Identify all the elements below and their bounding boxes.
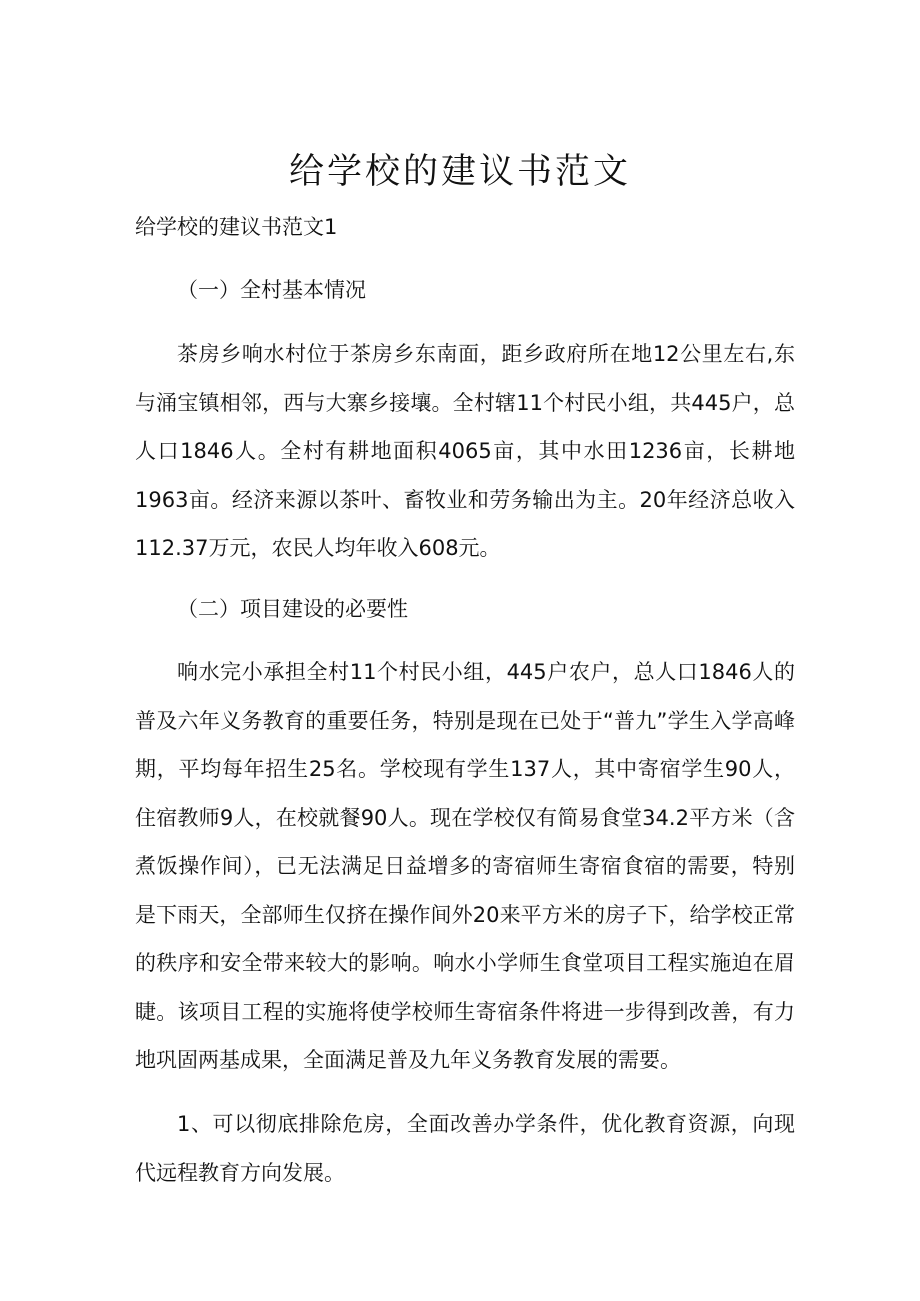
paragraph-basic-info: 茶房乡响水村位于茶房乡东南面，距乡政府所在地12公里左右,东与涌宝镇相邻，西与大寨乡接壤。全村辖11个村民小组，共445户，总人口1846人。全村有耕地面积4065亩，其中水田1236亩，长耕地1963亩。经济来源以茶叶、畜牧业和劳务输出为主。20年经济总收入112.37万元，农民人均年收入608元。 bbox=[135, 342, 795, 560]
section-heading-basic-info: （一）全村基本情况 bbox=[177, 278, 366, 302]
paragraph-necessity: 响水完小承担全村11个村民小组，445户农户，总人口1846人的普及六年义务教育的重要任务，特别是现在已处于“普九”学生入学高峰期，平均每年招生25名。学校现有学生137人，其中寄宿学生90人，住宿教师9人，在校就餐90人。现在学校仅有简易食堂34.2平方米（含煮饭操作间），已无法满足日益增多的寄宿师生寄宿食宿的需要，特别是下雨天，全部师生仅挤在操作间外20来平方米的房子下，给学校正常的秩序和安全带来较大的影响。响水小学师生食堂项目工程实施迫在眉睫。该项目工程的实施将使学校师生寄宿条件将进一步得到改善，有力地巩固两基成果，全面满足普及九年义务教育发展的需要。 bbox=[135, 660, 795, 1072]
section-heading-necessity: （二）项目建设的必要性 bbox=[177, 597, 408, 621]
document-subtitle: 给学校的建议书范文1 bbox=[135, 215, 338, 239]
document-title: 给学校的建议书范文 bbox=[288, 152, 631, 192]
paragraph-point-1: 1、可以彻底排除危房，全面改善办学条件，优化教育资源，向现代远程教育方向发展。 bbox=[135, 1112, 795, 1185]
